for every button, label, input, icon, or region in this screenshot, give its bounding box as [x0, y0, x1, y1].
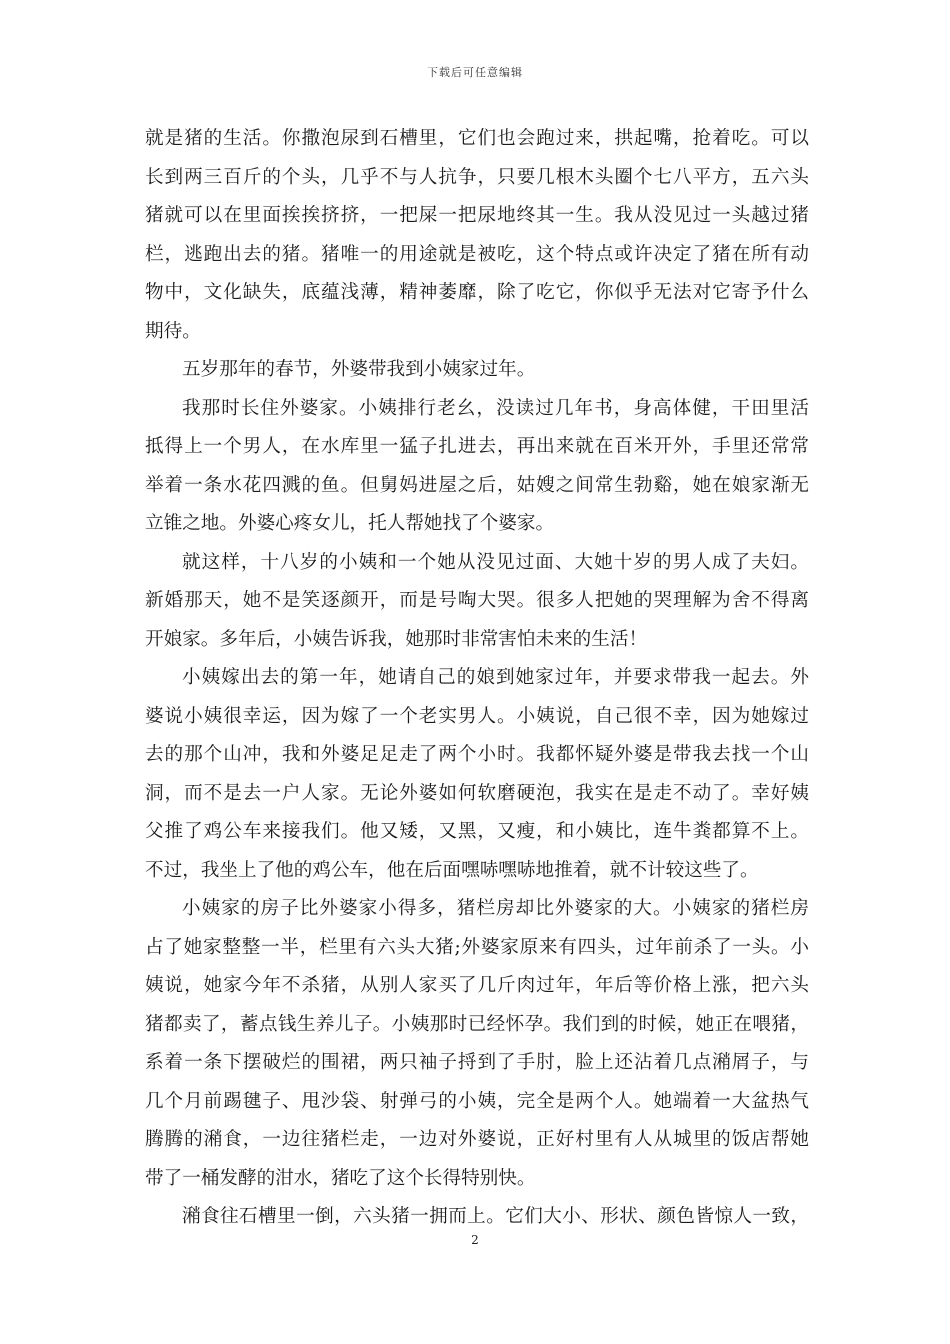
- text-line: 立锥之地。外婆心疼女儿，托人帮她找了个婆家。: [145, 513, 555, 534]
- text-line: 期待。: [145, 320, 201, 342]
- text-line: 带了一桶发酵的泔水，猪吃了这个长得特别快。: [145, 1167, 536, 1189]
- text-line: 不过，我坐上了他的鸡公车，他在后面嘿哧嘿哧地推着，就不计较这些了。: [145, 859, 759, 881]
- text-line: 小姨嫁出去的第一年，她请自己的娘到她家过年，并要求带我一起去。外: [182, 667, 809, 688]
- text-line: 父推了鸡公车来接我们。他又矮，又黑，又瘦，和小姨比，连牛粪都算不上。: [145, 821, 809, 842]
- text-line: 举着一条水花四溅的鱼。但舅妈进屋之后，姑嫂之间常生勃谿，她在娘家渐无: [145, 474, 809, 496]
- text-line: 抵得上一个男人，在水库里一猛子扎进去，再出来就在百米开外，手里还常常: [145, 436, 809, 457]
- text-line: 猪就可以在里面挨挨挤挤，一把屎一把尿地终其一生。我从没见过一头越过猪: [145, 205, 809, 226]
- text-line: 五岁那年的春节，外婆带我到小姨家过年。: [182, 359, 536, 380]
- text-line: 几个月前踢毽子、甩沙袋、射弹弓的小姨，完全是两个人。她端着一大盆热气: [145, 1090, 809, 1112]
- text-line: 潲食往石槽里一倒，六头猪一拥而上。它们大小、形状、颜色皆惊人一致，: [182, 1206, 809, 1227]
- text-line: 就是猪的生活。你撒泡尿到石槽里，它们也会跑过来，拱起嘴，抢着吃。可以: [145, 128, 809, 149]
- text-line: 腾腾的潲食，一边往猪栏走，一边对外婆说，正好村里有人从城里的饭店帮她: [145, 1129, 809, 1150]
- text-line: 姨说，她家今年不杀猪，从别人家买了几斤肉过年，年后等价格上涨，把六头: [145, 975, 809, 996]
- text-line: 物中，文化缺失，底蕴浅薄，精神萎靡，除了吃它，你似乎无法对它寄予什么: [145, 282, 809, 303]
- text-line: 长到两三百斤的个头，几乎不与人抗争，只要几根木头圈个七八平方，五六头: [145, 166, 809, 188]
- text-line: 小姨家的房子比外婆家小得多，猪栏房却比外婆家的大。小姨家的猪栏房: [182, 898, 809, 919]
- text-line: 婆说小姨很幸运，因为嫁了一个老实男人。小姨说，自己很不幸，因为她嫁过: [145, 705, 809, 727]
- text-line: 我那时长住外婆家。小姨排行老幺，没读过几年书，身高体健，干田里活: [182, 397, 809, 419]
- page-header: 下载后可任意编辑: [427, 66, 523, 79]
- text-line: 去的那个山冲，我和外婆足足走了两个小时。我都怀疑外婆是带我去找一个山: [145, 744, 809, 765]
- text-line: 猪都卖了，蓄点钱生养儿子。小姨那时已经怀孕。我们到的时候，她正在喂猪，: [145, 1013, 809, 1035]
- body-text: [145, 120, 809, 1237]
- text-line: 系着一条下摆破烂的围裙，两只袖子捋到了手肘，脸上还沾着几点潲屑子，与: [145, 1052, 809, 1073]
- text-line: 栏，逃跑出去的猪。猪唯一的用途就是被吃，这个特点或许决定了猪在所有动: [145, 243, 809, 265]
- text-line: 新婚那天，她不是笑逐颜开，而是号啕大哭。很多人把她的哭理解为舍不得离: [145, 590, 809, 611]
- text-line: 就这样，十八岁的小姨和一个她从没见过面、大她十岁的男人成了夫妇。: [182, 551, 809, 573]
- text-line: 洞，而不是去一户人家。无论外婆如何软磨硬泡，我实在是走不动了。幸好姨: [145, 782, 809, 804]
- page-number: 2: [471, 1233, 479, 1247]
- text-line: 占了她家整整一半，栏里有六头大猪;外婆家原来有四头，过年前杀了一头。小: [145, 936, 809, 958]
- text-line: 开娘家。多年后，小姨告诉我，她那时非常害怕未来的生活！: [145, 628, 648, 650]
